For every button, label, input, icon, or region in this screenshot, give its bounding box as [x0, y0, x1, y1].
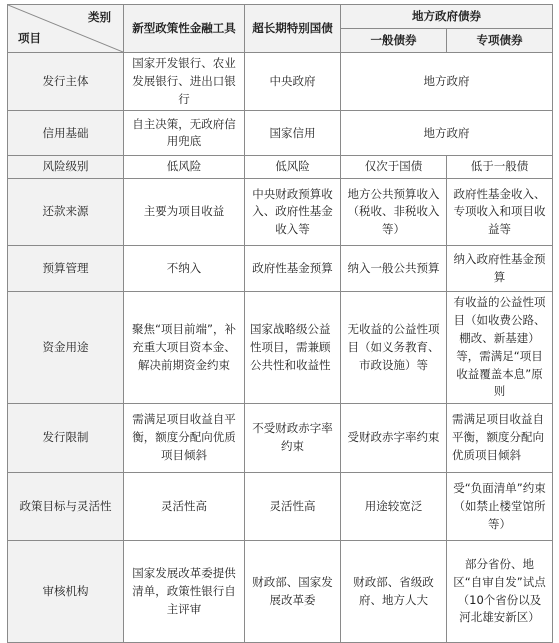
cell-budget-policy-finance: 不纳入 [124, 246, 245, 292]
table-row [8, 473, 553, 541]
cell-repay-ultra-long-bond: 中央财政预算收入、政府性基金收入等 [245, 179, 341, 246]
row-label-risk-level: 风险级别 [8, 156, 124, 179]
col-header-special-bond: 专项债券 [447, 29, 553, 53]
cell-credit-policy-finance: 自主决策，无政府信用兜底 [124, 111, 245, 156]
cell-risk-ultra-long-bond: 低风险 [245, 156, 341, 179]
header-row-top [8, 5, 553, 29]
cell-usage-policy-finance: 聚焦“项目前端”，补充重大项目资本金、解决前期资金约束 [124, 292, 245, 404]
cell-limit-general-bond: 受财政赤字率约束 [341, 404, 447, 473]
cell-usage-special-bond: 有收益的公益性项目（如收费公路、棚改、新基建）等，需满足“项目收益覆盖本息”原则 [447, 292, 553, 404]
col-header-local-gov-bond: 地方政府债券 [341, 5, 553, 29]
row-label-fund-usage: 资金用途 [8, 292, 124, 404]
corner-item-label: 项目 [18, 31, 41, 46]
corner-category-label: 类别 [88, 10, 111, 24]
cell-flex-policy-finance: 灵活性高 [124, 473, 245, 541]
cell-repay-policy-finance: 主要为项目收益 [124, 179, 245, 246]
cell-credit-ultra-long-bond: 国家信用 [245, 111, 341, 156]
cell-repay-general-bond: 地方公共预算收入（税收、非税收入等） [341, 179, 447, 246]
cell-limit-policy-finance: 需满足项目收益自平衡，额度分配向优质项目倾斜 [124, 404, 245, 473]
col-header-general-bond: 一般债券 [341, 29, 447, 53]
cell-review-policy-finance: 国家发展改革委提供清单，政策性银行自主评审 [124, 541, 245, 643]
cell-issuer-ultra-long-bond: 中央政府 [245, 53, 341, 111]
cell-review-general-bond: 财政部、省级政府、地方人大 [341, 541, 447, 643]
cell-issuer-local-gov: 地方政府 [341, 53, 553, 111]
cell-budget-ultra-long-bond: 政府性基金预算 [245, 246, 341, 292]
comparison-table [7, 4, 553, 643]
cell-usage-general-bond: 无收益的公益性项目（如义务教育、市政设施）等 [341, 292, 447, 404]
cell-review-special-bond: 部分省份、地区“自审自发”试点（10个省份以及河北雄安新区） [447, 541, 553, 643]
cell-limit-special-bond: 需满足项目收益自平衡，额度分配向优质项目倾斜 [447, 404, 553, 473]
table-row [8, 53, 553, 111]
row-label-issuance-limit: 发行限制 [8, 404, 124, 473]
cell-budget-special-bond: 纳入政府性基金预算 [447, 246, 553, 292]
comparison-table-container [7, 4, 552, 624]
table-row [8, 179, 553, 246]
cell-limit-ultra-long-bond: 不受财政赤字率约束 [245, 404, 341, 473]
cell-risk-general-bond: 仅次于国债 [341, 156, 447, 179]
row-label-issuer: 发行主体 [8, 53, 124, 111]
cell-flex-special-bond: 受“负面清单”约束（如禁止楼堂馆所等） [447, 473, 553, 541]
table-row [8, 156, 553, 179]
col-header-ultra-long-bond: 超长期特别国债 [245, 5, 341, 53]
cell-issuer-policy-finance: 国家开发银行、农业发展银行、进出口银行 [124, 53, 245, 111]
row-label-review-authority: 审核机构 [8, 541, 124, 643]
row-label-repayment-source: 还款来源 [8, 179, 124, 246]
row-label-credit-basis: 信用基础 [8, 111, 124, 156]
cell-risk-special-bond: 低于一般债 [447, 156, 553, 179]
cell-flex-ultra-long-bond: 灵活性高 [245, 473, 341, 541]
cell-repay-special-bond: 政府性基金收入、专项收入和项目收益等 [447, 179, 553, 246]
table-row [8, 292, 553, 404]
table-row [8, 246, 553, 292]
cell-credit-local-gov: 地方政府 [341, 111, 553, 156]
table-row [8, 541, 553, 643]
cell-usage-ultra-long-bond: 国家战略级公益性项目，需兼顾公共性和收益性 [245, 292, 341, 404]
table-row [8, 111, 553, 156]
corner-header-cell [8, 5, 124, 53]
cell-flex-general-bond: 用途较宽泛 [341, 473, 447, 541]
cell-review-ultra-long-bond: 财政部、国家发展改革委 [245, 541, 341, 643]
row-label-policy-flexibility: 政策目标与灵活性 [8, 473, 124, 541]
col-header-policy-finance: 新型政策性金融工具 [124, 5, 245, 53]
table-row [8, 404, 553, 473]
cell-budget-general-bond: 纳入一般公共预算 [341, 246, 447, 292]
row-label-budget-management: 预算管理 [8, 246, 124, 292]
cell-risk-policy-finance: 低风险 [124, 156, 245, 179]
